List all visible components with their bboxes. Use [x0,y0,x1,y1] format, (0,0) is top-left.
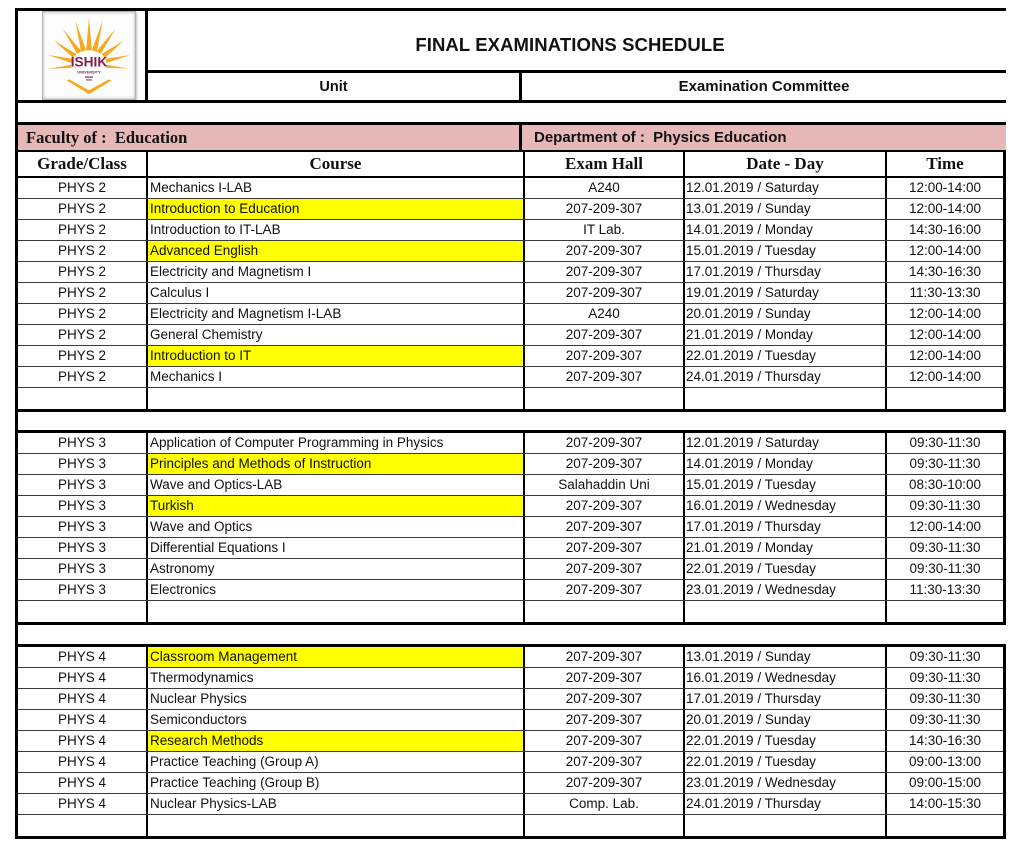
date-cell: 22.01.2019 / Tuesday [685,752,887,772]
empty-cell [685,388,887,409]
time-cell: 12:00-14:00 [908,243,982,258]
unit-value: Examination Committee [678,78,850,95]
exam-hall-cell: 207-209-307 [525,538,685,558]
logo-subtitle: UNIVERSITY [77,69,101,75]
blank-row [18,815,1003,836]
time-cell: 12:00-14:00 [908,180,982,195]
grade-cell: PHYS 4 [18,752,148,772]
time-cell: 09:30-11:30 [909,670,981,685]
empty-cell [148,601,525,622]
exam-hall-cell: 207-209-307 [525,496,685,516]
time-cell: 08:30-10:00 [908,477,982,492]
section-phys-2 [15,178,1006,412]
time-cell: 12:00-14:00 [908,519,982,534]
date-cell: 16.01.2019 / Wednesday [685,668,887,688]
logo-name: ISHIK [70,54,108,70]
time-cell: 09:30-11:30 [909,540,981,555]
table-row [18,475,1003,496]
grade-cell: PHYS 2 [18,325,148,345]
exam-hall-cell: 207-209-307 [525,199,685,219]
exam-hall-cell: 207-209-307 [525,367,685,387]
empty-cell [148,388,525,409]
university-logo [42,11,136,100]
course-cell: Introduction to IT-LAB [148,220,525,240]
course-cell: Practice Teaching (Group A) [148,752,525,772]
table-row [18,367,1003,388]
date-cell: 13.01.2019 / Sunday [685,647,887,667]
sun-rays-logo-icon [43,12,135,99]
table-row [18,178,1003,199]
table-row [18,773,1003,794]
course-cell: Nuclear Physics [148,689,525,709]
exam-hall-cell: A240 [525,304,685,324]
date-cell: 22.01.2019 / Tuesday [685,346,887,366]
table-row [18,220,1003,241]
table-row [18,752,1003,773]
time-cell: 09:30-11:30 [909,498,981,513]
unit-row [148,73,1006,100]
grade-cell: PHYS 2 [18,178,148,198]
date-cell: 24.01.2019 / Thursday [685,367,887,387]
date-cell: 20.01.2019 / Sunday [685,304,887,324]
date-cell: 13.01.2019 / Sunday [685,199,887,219]
exam-hall-cell: 207-209-307 [525,454,685,474]
table-row [18,668,1003,689]
time-cell: 09:00-13:00 [908,754,982,769]
column-header-grade: Grade/Class [18,152,148,176]
grade-cell: PHYS 3 [18,517,148,537]
table-row [18,283,1003,304]
section-phys-4 [15,644,1006,839]
course-cell: Mechanics I [148,367,525,387]
faculty-band [15,122,1006,152]
grade-cell: PHYS 4 [18,710,148,730]
exam-hall-cell: Comp. Lab. [525,794,685,814]
exam-hall-cell: 207-209-307 [525,559,685,579]
grade-cell: PHYS 2 [18,241,148,261]
course-cell: Electronics [148,580,525,600]
blank-row [18,388,1003,409]
grade-cell: PHYS 2 [18,346,148,366]
schedule-banner [15,8,1006,103]
empty-cell [887,601,1003,622]
table-row [18,517,1003,538]
table-row [18,304,1003,325]
grade-cell: PHYS 4 [18,773,148,793]
time-cell: 11:30-13:30 [909,285,981,300]
course-cell: Electricity and Magnetism I [148,262,525,282]
date-cell: 19.01.2019 / Saturday [685,283,887,303]
exam-hall-cell: 207-209-307 [525,580,685,600]
empty-cell [525,388,685,409]
spacer-row [15,103,1006,122]
course-cell: Nuclear Physics-LAB [148,794,525,814]
exam-hall-cell: 207-209-307 [525,517,685,537]
date-cell: 12.01.2019 / Saturday [685,433,887,453]
time-cell: 09:30-11:30 [909,456,981,471]
course-cell: Application of Computer Programming in Physics [148,433,525,453]
spacer-row [15,625,1006,644]
grade-cell: PHYS 2 [18,304,148,324]
grade-cell: PHYS 4 [18,731,148,751]
grade-cell: PHYS 3 [18,433,148,453]
course-cell: Introduction to IT [148,346,525,366]
table-row [18,559,1003,580]
grade-cell: PHYS 4 [18,689,148,709]
table-row [18,731,1003,752]
date-cell: 22.01.2019 / Tuesday [685,559,887,579]
exam-hall-cell: 207-209-307 [525,773,685,793]
exam-hall-cell: 207-209-307 [525,346,685,366]
grade-cell: PHYS 4 [18,668,148,688]
course-cell: Turkish [148,496,525,516]
table-row [18,262,1003,283]
grade-cell: PHYS 3 [18,496,148,516]
time-cell: 09:30-11:30 [909,435,981,450]
time-cell: 14:30-16:30 [908,733,982,748]
time-cell: 12:00-14:00 [908,348,982,363]
time-cell: 14:00-15:30 [908,796,982,811]
course-cell: Research Methods [148,731,525,751]
exam-hall-cell: 207-209-307 [525,710,685,730]
exam-hall-cell: 207-209-307 [525,668,685,688]
table-row [18,241,1003,262]
empty-cell [525,815,685,836]
time-cell: 09:00-15:00 [908,775,982,790]
exam-hall-cell: 207-209-307 [525,647,685,667]
exam-hall-cell: IT Lab. [525,220,685,240]
empty-cell [18,388,148,409]
grade-cell: PHYS 3 [18,559,148,579]
date-cell: 22.01.2019 / Tuesday [685,731,887,751]
time-cell: 09:30-11:30 [909,712,981,727]
table-row [18,199,1003,220]
course-cell: General Chemistry [148,325,525,345]
grade-cell: PHYS 2 [18,220,148,240]
date-cell: 20.01.2019 / Sunday [685,710,887,730]
date-cell: 17.01.2019 / Thursday [685,517,887,537]
time-cell: 12:00-14:00 [908,369,982,384]
empty-cell [18,601,148,622]
time-cell: 09:30-11:30 [909,691,981,706]
unit-label: Unit [148,73,522,100]
table-row [18,538,1003,559]
page-title: FINAL EXAMINATIONS SCHEDULE [148,11,1006,73]
table-row [18,689,1003,710]
course-cell: Astronomy [148,559,525,579]
banner-right [148,11,1006,100]
grade-cell: PHYS 4 [18,647,148,667]
column-header-date-day: Date - Day [685,152,887,176]
exam-hall-cell: 207-209-307 [525,283,685,303]
table-row [18,346,1003,367]
exam-hall-cell: 207-209-307 [525,241,685,261]
column-header-course: Course [148,152,525,176]
time-cell: 09:30-11:30 [909,649,981,664]
grade-cell: PHYS 4 [18,794,148,814]
empty-cell [685,601,887,622]
course-cell: Calculus I [148,283,525,303]
date-cell: 12.01.2019 / Saturday [685,178,887,198]
column-header-time: Time [926,154,964,173]
time-cell: 11:30-13:30 [909,582,981,597]
grade-cell: PHYS 2 [18,199,148,219]
course-cell: Principles and Methods of Instruction [148,454,525,474]
date-cell: 14.01.2019 / Monday [685,454,887,474]
course-cell: Electricity and Magnetism I-LAB [148,304,525,324]
table-row [18,496,1003,517]
section-phys-3 [15,430,1006,625]
grade-cell: PHYS 2 [18,283,148,303]
date-cell: 23.01.2019 / Wednesday [685,773,887,793]
blank-row [18,601,1003,622]
spacer-row [15,412,1006,430]
grade-cell: PHYS 3 [18,580,148,600]
time-cell: 12:00-14:00 [908,327,982,342]
course-cell: Classroom Management [148,647,525,667]
table-row [18,325,1003,346]
table-header [15,152,1006,178]
exam-hall-cell: 207-209-307 [525,325,685,345]
course-cell: Mechanics I-LAB [148,178,525,198]
table-row [18,454,1003,475]
exam-hall-cell: 207-209-307 [525,731,685,751]
table-row [18,794,1003,815]
empty-cell [887,388,1003,409]
exam-hall-cell: 207-209-307 [525,433,685,453]
date-cell: 14.01.2019 / Monday [685,220,887,240]
exam-hall-cell: 207-209-307 [525,752,685,772]
date-cell: 15.01.2019 / Tuesday [685,475,887,495]
grade-cell: PHYS 3 [18,538,148,558]
course-cell: Wave and Optics-LAB [148,475,525,495]
grade-cell: PHYS 3 [18,475,148,495]
faculty-label: Faculty of : Education [18,125,522,150]
column-header-exam-hall: Exam Hall [525,152,685,176]
course-cell: Semiconductors [148,710,525,730]
grade-cell: PHYS 3 [18,454,148,474]
exam-hall-cell: Salahaddin Uni [525,475,685,495]
date-cell: 15.01.2019 / Tuesday [685,241,887,261]
table-row [18,647,1003,668]
grade-cell: PHYS 2 [18,262,148,282]
empty-cell [148,815,525,836]
empty-cell [18,815,148,836]
time-cell: 14:30-16:00 [908,222,982,237]
table-row [18,580,1003,601]
time-cell: 14:30-16:30 [908,264,982,279]
logo-cell [18,11,148,100]
time-cell: 09:30-11:30 [909,561,981,576]
date-cell: 17.01.2019 / Thursday [685,262,887,282]
grade-cell: PHYS 2 [18,367,148,387]
time-cell: 12:00-14:00 [908,201,982,216]
date-cell: 17.01.2019 / Thursday [685,689,887,709]
exam-hall-cell: 207-209-307 [525,262,685,282]
department-label: Department of : Physics Education [534,129,787,146]
exam-hall-cell: 207-209-307 [525,689,685,709]
course-cell: Thermodynamics [148,668,525,688]
course-cell: Advanced English [148,241,525,261]
table-row [18,710,1003,731]
date-cell: 16.01.2019 / Wednesday [685,496,887,516]
empty-cell [887,815,1003,836]
empty-cell [525,601,685,622]
empty-cell [685,815,887,836]
exam-hall-cell: A240 [525,178,685,198]
course-cell: Introduction to Education [148,199,525,219]
date-cell: 21.01.2019 / Monday [685,325,887,345]
course-cell: Wave and Optics [148,517,525,537]
course-cell: Practice Teaching (Group B) [148,773,525,793]
time-cell: 12:00-14:00 [908,306,982,321]
date-cell: 23.01.2019 / Wednesday [685,580,887,600]
course-cell: Differential Equations I [148,538,525,558]
date-cell: 24.01.2019 / Thursday [685,794,887,814]
table-row [18,433,1003,454]
date-cell: 21.01.2019 / Monday [685,538,887,558]
